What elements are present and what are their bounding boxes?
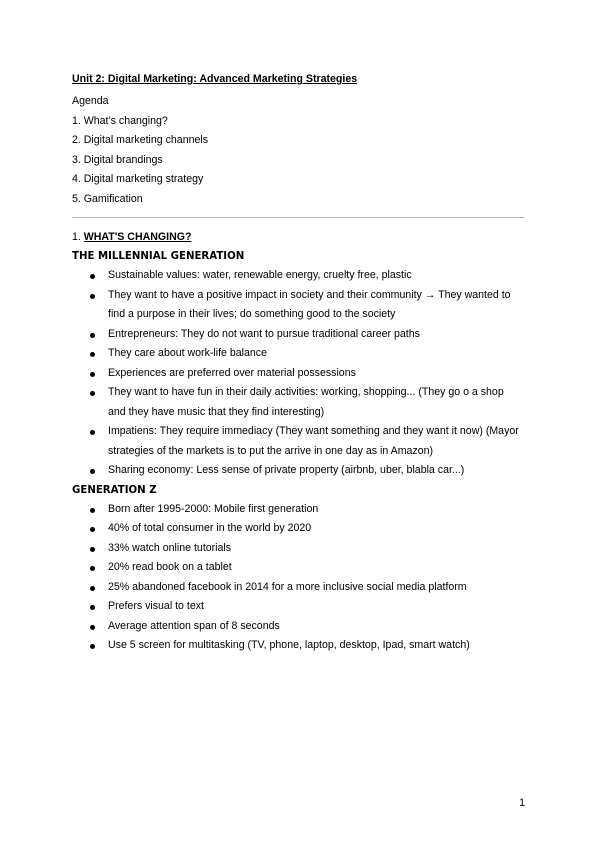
- agenda-item: 2. Digital marketing channels: [72, 134, 209, 146]
- page-number: 1: [519, 797, 525, 809]
- agenda-item: 5. Gamification: [72, 192, 143, 205]
- section-title: WHAT'S CHANGING?: [83, 231, 192, 243]
- list-item: They care about work-life balance: [72, 344, 524, 364]
- list-item: Sharing economy: Less sense of private property (airbnb, uber, blabla car...): [72, 461, 524, 481]
- list-item: Born after 1995-2000: Mobile first generation: [72, 500, 524, 520]
- list-item: They want to have a positive impact in society and their community → They wanted to find a purpose in their lives; do something good to the society: [72, 286, 524, 325]
- section-number: 1.: [72, 231, 84, 243]
- list-item: 20% read book on a tablet: [72, 558, 524, 578]
- list-item: Entrepreneurs: They do not want to pursue traditional career paths: [72, 325, 524, 345]
- list-item: They want to have fun in their daily activities: working, shopping... (They go o a shop and they have music that they find interesting): [72, 383, 524, 422]
- list-item: 33% watch online tutorials: [72, 539, 524, 559]
- agenda-item: 3. Digital brandings: [72, 153, 163, 166]
- document-title: Unit 2: Digital Marketing: Advanced Marketing Strategies: [72, 73, 358, 85]
- section-divider: [72, 217, 524, 218]
- millennial-list: [72, 266, 524, 481]
- agenda-item: 1. What’s changing?: [72, 114, 168, 127]
- list-item: Impatiens: They require immediacy (They want something and they want it now) (Mayor strategies of the markets is to put the arrive in one day as in Amazon): [72, 422, 524, 461]
- millennial-heading: THE MILLENNIAL GENERATION: [72, 251, 245, 262]
- list-item: 40% of total consumer in the world by 2020: [72, 519, 524, 539]
- list-item: Sustainable values: water, renewable energy, cruelty free, plastic: [72, 266, 524, 286]
- list-item: 25% abandoned facebook in 2014 for a more inclusive social media platform: [72, 578, 524, 598]
- genz-heading: GENERATION Z: [72, 484, 157, 496]
- list-item: Experiences are preferred over material possessions: [72, 364, 524, 384]
- list-item: Use 5 screen for multitasking (TV, phone, laptop, desktop, Ipad, smart watch): [72, 636, 524, 656]
- agenda-item: 4. Digital marketing strategy: [72, 173, 204, 185]
- section-heading: [72, 228, 524, 247]
- genz-list: [72, 500, 524, 656]
- list-item: Prefers visual to text: [72, 597, 524, 617]
- list-item: Average attention span of 8 seconds: [72, 617, 524, 637]
- document-page: [72, 72, 524, 656]
- agenda-label: Agenda: [72, 95, 109, 107]
